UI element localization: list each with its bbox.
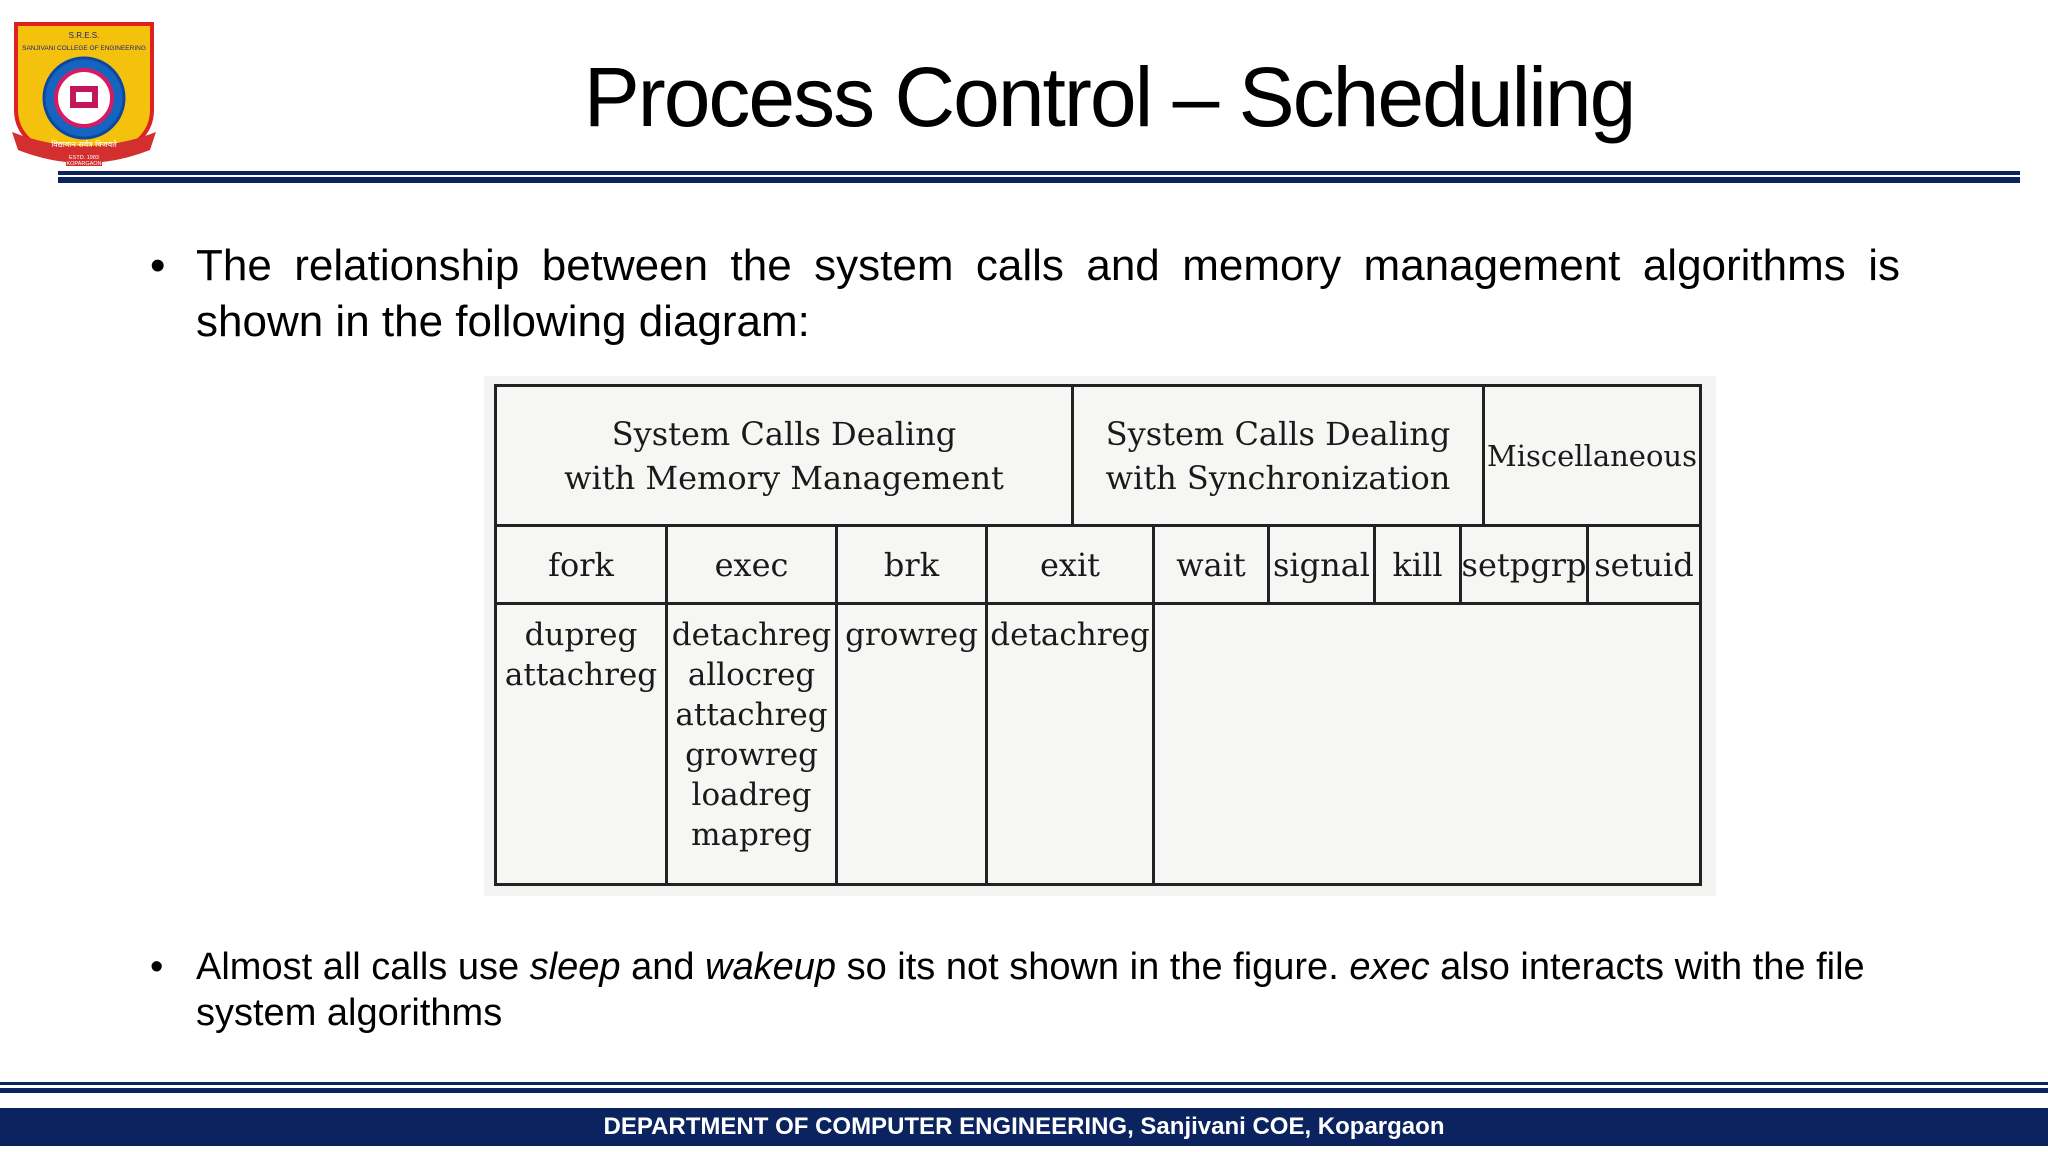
logo-top-text: S.R.E.S. [68, 31, 100, 40]
bullet-intro-text: The relationship between the system calls and memory management algorithms is shown in the following diagram: [196, 241, 1900, 346]
footer-bar: DEPARTMENT OF COMPUTER ENGINEERING, Sanjivani COE, Kopargaon [0, 1108, 2048, 1146]
call-signal: signal [1272, 545, 1371, 584]
algorithm-item: detachreg [990, 617, 1150, 653]
syscall-table [494, 384, 1702, 886]
syscall-algorithm-figure [484, 376, 1716, 896]
bullet-dot: • [150, 946, 164, 988]
logo-motto: विद्यावान सर्वत्र विजयते [51, 140, 117, 149]
algorithm-item: growreg [685, 737, 818, 773]
algorithm-item: dupreg [524, 617, 638, 653]
note-term-exec: exec [1349, 946, 1430, 988]
note-text: also interacts with the file system algorithms [196, 946, 1865, 1034]
group-memory-management: System Calls Dealing with Memory Management [564, 414, 1004, 497]
note-text: and [620, 946, 706, 988]
algorithms-exit [988, 615, 1152, 655]
logo-estd: ESTD. 1983 [69, 155, 99, 161]
group-miscellaneous: Miscellaneous [1487, 438, 1697, 473]
algorithms-exec [668, 615, 835, 855]
college-logo [2, 10, 166, 170]
call-exit: exit [1039, 545, 1101, 584]
bullet-note [150, 944, 1900, 1036]
logo-place: KOPARGAON [66, 161, 102, 167]
group-synchronization: System Calls Dealing with Synchronization [1105, 414, 1451, 497]
title-divider [58, 171, 2020, 175]
slide-title: Process Control – Scheduling [583, 50, 1635, 144]
table-rule [497, 602, 1699, 605]
bullet-intro [150, 238, 1900, 350]
note-term-sleep: sleep [529, 946, 621, 988]
note-text: so its not shown in the figure. [836, 946, 1350, 988]
call-exec: exec [714, 545, 789, 584]
title-divider-thick [58, 177, 2020, 183]
algorithm-item: mapreg [691, 817, 812, 853]
call-fork: fork [548, 545, 614, 584]
call-kill: kill [1392, 545, 1443, 584]
logo-college-name: SANJIVANI COLLEGE OF ENGINEERING [22, 45, 146, 52]
algorithms-brk [838, 615, 985, 655]
algorithm-item: attachreg [504, 657, 658, 693]
algorithm-item: loadreg [691, 777, 812, 813]
algorithm-item: growreg [845, 617, 978, 653]
algorithm-item: attachreg [675, 697, 828, 733]
call-brk: brk [883, 545, 940, 584]
call-setuid: setuid [1594, 545, 1694, 584]
bullet-note-text [196, 944, 1900, 1036]
note-text: Almost all calls use [196, 946, 530, 988]
footer-divider-thick [0, 1088, 2048, 1093]
call-setpgrp: setpgrp [1461, 545, 1587, 584]
bullet-dot: • [150, 241, 166, 290]
footer-divider [0, 1082, 2048, 1085]
algorithm-item: allocreg [687, 657, 816, 693]
call-wait: wait [1176, 545, 1246, 584]
note-term-wakeup: wakeup [705, 946, 837, 988]
algorithms-fork [497, 615, 665, 695]
algorithm-item: detachreg [671, 617, 832, 653]
